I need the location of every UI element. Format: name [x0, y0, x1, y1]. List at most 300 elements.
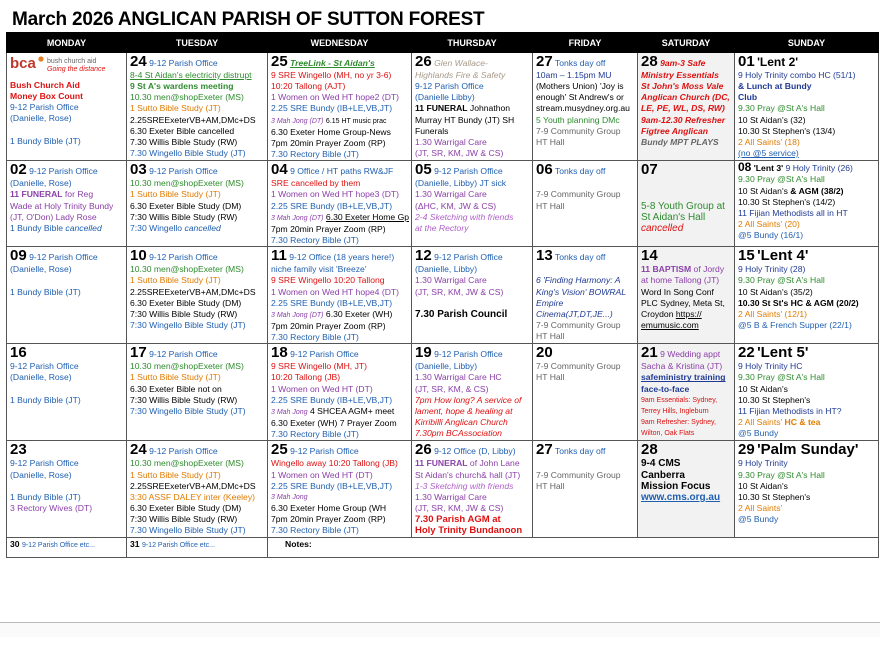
event: 6.30 Exeter Bible not on: [130, 383, 222, 394]
event: Tonks day off: [554, 166, 606, 177]
date-number: 26: [415, 442, 432, 459]
event: 'Lent 5': [757, 345, 809, 362]
event: Tonks day off: [554, 446, 606, 457]
spacer: [10, 481, 124, 492]
event: 9.30 Pray @St A's Hall: [738, 174, 825, 185]
event: Sacha & Kristina (JT): [641, 361, 723, 372]
event: 9 SRE Wingello 10:20 Tallong: [271, 275, 385, 286]
event: @5 Bundy (16/1): [738, 230, 804, 241]
link[interactable]: emumusic.com: [641, 319, 699, 330]
spacer: [536, 264, 635, 275]
event: 11 FUNERAL: [415, 103, 468, 114]
event: at the Rectory: [415, 222, 469, 233]
event: 7:30 Wingello Bible Study (JT): [130, 319, 246, 330]
event: 7 Prayer Zoom: [339, 418, 397, 429]
event: 7.30 Rectory Bible (JT): [271, 149, 359, 160]
week-row-1: [7, 53, 879, 161]
event: 2 All Saints': [738, 417, 783, 428]
event: 7:30 Willis Bible Study (RW): [130, 308, 238, 319]
date-number: 27: [536, 54, 553, 70]
event: 7.30 Willis Bible Study (RW): [130, 136, 238, 147]
day-cell[interactable]: [735, 161, 879, 247]
date-number: 20: [536, 345, 553, 362]
spacer: [10, 384, 124, 395]
event: 9-12 Office (18 years here!): [289, 252, 395, 263]
event: cancelled: [184, 222, 221, 233]
event: 2-4 Sketching with friends: [415, 211, 514, 222]
event: 5 Youth planning DMc: [536, 114, 620, 125]
event: 7pm 20min Prayer Zoom (RP): [271, 320, 386, 331]
event: 7.30 Wingello Bible Study (JT): [130, 148, 246, 159]
event: 7-9 Community Group: [536, 189, 621, 200]
event: (no @5 service): [738, 148, 799, 159]
event: LE, PE, WL, DS, RW): [641, 103, 725, 114]
event: lament, hope & healing at: [415, 405, 513, 416]
event: 6.30 Exeter Home Gp: [325, 211, 409, 222]
event: (JT, SR, KM, JW & CS): [415, 148, 504, 159]
event: cancelled: [641, 222, 684, 234]
event: SRE cancelled by them: [271, 178, 361, 189]
event: 7:30 Wingello: [130, 222, 183, 233]
header-saturday: SATURDAY: [638, 33, 735, 53]
day-cell[interactable]: [412, 161, 533, 247]
date-number: 25: [271, 442, 288, 459]
header-monday: MONDAY: [7, 33, 127, 53]
event: 9.30 Pray @St A's Hall: [738, 275, 825, 286]
event: 2.25SREExeterVB+AM,DMc+DS: [130, 114, 256, 125]
event: 2.25SREExeterVB+AM,DMc+DS: [130, 286, 256, 297]
event: 1 Sutto Bible Study (JT): [130, 189, 221, 200]
event: Murray HT Bundy (JT) SH: [415, 114, 515, 125]
event: 10 St Aidan's: [738, 480, 788, 491]
event: 11 FUNERAL: [10, 189, 63, 200]
bca-logo: [10, 54, 124, 76]
event: 9-12 Parish Office: [10, 102, 79, 113]
event: 9-4 CMS: [641, 458, 681, 470]
link[interactable]: www.cms.org.au: [641, 491, 721, 503]
day-cell[interactable]: [638, 441, 735, 538]
event: 7.30 Rectory Bible (JT): [271, 525, 359, 536]
event: 1.30 Warrigal Care: [415, 136, 487, 147]
day-cell[interactable]: [7, 161, 127, 247]
event: 9-12 Parish Office: [149, 166, 218, 177]
event: at home Tallong (JT): [641, 275, 720, 286]
day-cell[interactable]: [127, 53, 268, 161]
event: 6.30 Exeter (WH): [271, 418, 338, 429]
page-footer-bar: [0, 622, 880, 637]
event: 'Lent 3': [753, 163, 784, 174]
day-cell[interactable]: [268, 441, 412, 538]
event: 9 Holy Trinity HC: [738, 361, 803, 372]
event: 10.30 St Stephen's: [738, 491, 811, 502]
event: Kirribilli Anglican Church: [415, 417, 508, 428]
event: 7.30 Rectory Bible (JT): [271, 235, 359, 246]
date-number: 08: [738, 162, 752, 175]
event: HC & tea: [784, 417, 821, 428]
date-number: 25: [271, 54, 288, 70]
event: 3 Mah Jong: [271, 493, 308, 501]
event: 3 Mah Jong (DT): [271, 117, 324, 125]
event: Bundy MPT PLAYS: [641, 136, 719, 147]
event: 9 St A's wardens meeting: [130, 81, 234, 92]
event: 10.30 men@shopExeter (MS): [130, 361, 244, 372]
event: 10.30 men@shopExeter (MS): [130, 458, 244, 469]
event: 1 Bundy Bible (JT): [10, 394, 81, 405]
spacer: [536, 458, 635, 469]
event: 5-8 Youth Group at: [641, 200, 725, 212]
event: 9-12 Parish Office: [290, 446, 359, 457]
logo-tagline: Going the distance: [47, 66, 106, 73]
day-cell[interactable]: [638, 344, 735, 441]
event: 9-12 Parish Office: [29, 166, 98, 177]
header-tuesday: TUESDAY: [127, 33, 268, 53]
event: 9-12 Parish Office: [10, 458, 79, 469]
day-cell[interactable]: [412, 441, 533, 538]
event: 1 Bundy Bible: [10, 222, 64, 233]
event: Club: [738, 92, 758, 103]
event: 9-12 Office (D, Libby): [434, 446, 516, 457]
spacer: [10, 125, 124, 136]
date-number: 05: [415, 162, 432, 179]
event: 10 St Aidan's: [738, 185, 788, 196]
event: St Aidan's Hall: [641, 211, 706, 223]
event: & AGM (38/2): [790, 185, 844, 196]
event: enough' St Andrew's or: [536, 92, 624, 103]
header-wednesday: WEDNESDAY: [268, 33, 412, 53]
date-number: 06: [536, 162, 553, 179]
event: 9.30 Pray @St A's Hall: [738, 103, 825, 114]
day-cell[interactable]: [638, 161, 735, 247]
event: (JT, O'Don) Lady Rose: [10, 211, 97, 222]
day-cell[interactable]: [7, 344, 127, 441]
event: 7pm 20min Prayer Zoom (RP): [271, 137, 386, 148]
event: 6.30 Exeter Bible Study (DM): [130, 200, 242, 211]
event: 9 Holy Trinity combo HC (51/1): [738, 70, 856, 80]
event: 9-12 Parish Office: [149, 349, 218, 360]
event: 3 Mah Jong (DT): [271, 214, 324, 222]
event: (Danielle, Rose): [10, 372, 72, 383]
event: 7-9 Community Group: [536, 361, 621, 372]
event: 7-9 Community Group: [536, 319, 621, 330]
date-number: 07: [641, 162, 658, 179]
event: 1 Sutto Bible Study (JT): [130, 103, 221, 114]
week-row-2: [7, 161, 879, 247]
event: 3 Mah Jong (DT): [271, 311, 324, 319]
day-cell[interactable]: [533, 53, 638, 161]
event: 11 Fijian Methodists all in HT: [738, 207, 848, 218]
event: 9 Wedding appt: [660, 349, 721, 360]
event: 6.30 Exeter Bible Study (DM): [130, 297, 242, 308]
date-number: 04: [271, 162, 288, 179]
event: 9-12 Parish Office: [415, 81, 484, 92]
event: 10 St Aidan's (32): [738, 114, 806, 125]
day-cell[interactable]: [638, 247, 735, 344]
event: 9-12 Parish Office: [149, 252, 218, 263]
event: stream.musydney.org.au: [536, 103, 630, 114]
day-cell[interactable]: [533, 441, 638, 538]
event: of Jordy: [693, 264, 725, 275]
event: 10:20 Tallong (JB): [271, 372, 341, 383]
event: 9 Holy Trinity (26): [785, 163, 853, 174]
day-cell[interactable]: [533, 247, 638, 344]
event: 6.15 HT music prac: [325, 117, 387, 125]
link[interactable]: https://: [675, 308, 702, 319]
week-row-5: [7, 441, 879, 538]
event: 6.30 Exeter (WH): [325, 308, 393, 319]
event: 1.30 Warrigal Care: [415, 275, 487, 286]
date-number: 11: [271, 248, 287, 265]
event: 9-12 Parish Office: [149, 58, 218, 68]
event: 6.30 Exeter Bible cancelled: [130, 125, 235, 136]
event: HT Hall: [536, 200, 565, 211]
event: 2 All Saints': [738, 503, 783, 513]
day-cell[interactable]: [735, 344, 879, 441]
event: 3 Rectory Wives (DT): [10, 503, 93, 513]
date-number: 27: [536, 442, 553, 459]
event: Ministry Essentials: [641, 70, 719, 80]
day-cell[interactable]: [412, 53, 533, 161]
day-cell[interactable]: [7, 538, 127, 558]
day-cell[interactable]: [638, 53, 735, 161]
event: 9am-3 Safe: [660, 58, 706, 68]
date-number: 17: [130, 345, 147, 362]
event: PLC Sydney, Meta St,: [641, 297, 725, 308]
event: 7.30 Parish AGM at: [415, 514, 501, 526]
event: 1 Sutto Bible Study (JT): [130, 372, 221, 383]
event: @5 B & French Supper (22/1): [738, 319, 852, 330]
event: Holy Trinity Bundanoon: [415, 525, 523, 537]
event: 6.30 Exeter Home Group-News: [271, 126, 391, 137]
event: 2.25 SRE Bundy (IB+LE,VB,JT): [271, 480, 393, 491]
event: of John Lane: [469, 458, 520, 469]
day-cell[interactable]: [533, 344, 638, 441]
event: 9-12 Parish Office etc...: [21, 542, 95, 550]
date-number: 15: [738, 248, 755, 265]
event: (JT, SR, KM, JW & CS): [415, 286, 504, 297]
event: 7pm How long? A service of: [415, 394, 522, 405]
event: 9-12 Parish Office: [29, 252, 98, 263]
event: 9-12 Parish Office: [290, 349, 359, 360]
event: (Danielle, Libby): [415, 361, 478, 372]
event: 10.30 men@shopExeter (MS): [130, 92, 244, 103]
event: 9 Holy Trinity: [738, 458, 788, 469]
event: 7pm 20min Prayer Zoom (RP): [271, 514, 386, 525]
header-thursday: THURSDAY: [412, 33, 533, 53]
event: Wilton, Oak Flats: [641, 430, 695, 438]
event: 9-12 Parish Office: [149, 446, 218, 457]
date-number: 24: [130, 54, 147, 70]
week-row-4: [7, 344, 879, 441]
logo-subtitle: bush church aid: [47, 58, 97, 65]
event: Terrey Hills, Ingleburn: [641, 407, 709, 415]
event: for Reg: [64, 189, 94, 200]
day-cell[interactable]: [268, 247, 412, 344]
event: (Mothers Union) 'Joy is: [536, 81, 624, 92]
day-cell[interactable]: [268, 53, 412, 161]
event: Canberra: [641, 469, 685, 481]
event: niche family visit 'Breeze': [271, 264, 367, 275]
event: 10 St Aidan's: [738, 383, 788, 394]
event: cancelled: [65, 222, 102, 233]
event: 7.30 Rectory Bible (JT): [271, 429, 359, 440]
event: (Danielle, Rose): [10, 113, 72, 124]
event: (JT, SR, KM, & CS): [415, 383, 489, 394]
event: Wade at Holy Trinity Bundy: [10, 200, 114, 211]
event: 2.25 SRE Bundy (IB+LE,VB,JT): [271, 103, 393, 114]
event: 9-12 Parish Office: [10, 361, 79, 372]
date-number: 26: [415, 54, 432, 70]
event: Figtree Anglican: [641, 125, 709, 136]
header-friday: FRIDAY: [533, 33, 638, 53]
event: Funerals: [415, 125, 449, 136]
event: 10.30 men@shopExeter (MS): [130, 178, 244, 189]
page-title: March 2026 ANGLICAN PARISH OF SUTTON FOREST: [12, 9, 485, 30]
date-number: 14: [641, 248, 658, 265]
day-cell[interactable]: [127, 441, 268, 538]
event: Word In Song Conf: [641, 286, 714, 297]
event: safeministry training: [641, 372, 726, 383]
day-cell[interactable]: [735, 53, 879, 161]
event: King's Vision' BOWRAL: [536, 286, 627, 297]
event: 1.30 Warrigal Care HC: [415, 372, 502, 383]
day-cell[interactable]: [127, 247, 268, 344]
day-cell[interactable]: [127, 161, 268, 247]
event: HT Hall: [536, 331, 565, 342]
date-number: 30: [10, 539, 20, 550]
event: 7pm 20min Prayer Zoom (RP): [271, 223, 386, 234]
event: 7:30 Willis Bible Study (RW): [130, 211, 238, 222]
date-number: 23: [10, 442, 27, 459]
weekday-header-row: [7, 33, 879, 53]
event: 7.30 Rectory Bible (JT): [271, 332, 359, 343]
event: 10 St Aidan's (35/2): [738, 286, 813, 297]
svg-text:bca: bca: [10, 55, 36, 72]
day-cell[interactable]: [7, 53, 127, 161]
event: (Danielle Libby): [415, 92, 475, 103]
event: 1 Women on Wed HT (DT): [271, 383, 373, 394]
day-cell[interactable]: [127, 344, 268, 441]
event: 1 Bundy Bible (JT): [10, 491, 81, 502]
event: 1-3 Sketching with friends: [415, 480, 514, 491]
event: Money Box Count: [10, 91, 84, 102]
event: Glen Wallace-: [434, 58, 488, 68]
event: 10:20 Tallong (AJT): [271, 81, 346, 92]
event: Empire: [536, 297, 564, 308]
event: 9 SRE Wingello (MH, no yr 3-6): [271, 70, 392, 80]
date-number: 02: [10, 162, 27, 179]
event: (Danielle, Libby): [415, 264, 478, 275]
day-cell[interactable]: [7, 441, 127, 538]
day-cell[interactable]: [268, 161, 412, 247]
event: 1 Women on Wed HT hope2 (DT): [271, 92, 400, 103]
event: 'Lent 2': [757, 55, 799, 69]
date-number: 10: [130, 248, 147, 265]
event: 3 Mah Jong: [271, 408, 308, 416]
header-sunday: SUNDAY: [735, 33, 879, 53]
event: 9-12 Parish Office: [434, 349, 503, 360]
event: 9.30 Pray @St A's Hall: [738, 469, 825, 480]
event: 4 SHCEA AGM+ meet: [309, 405, 395, 416]
event: 1 Women on Wed HT hope3 (DT): [271, 189, 400, 200]
event: 7:30 Willis Bible Study (RW): [130, 394, 238, 405]
event: 9am Refresher: Sydney,: [641, 419, 716, 427]
event: 7-9 Community Group: [536, 125, 621, 136]
event: 2.25SREExeterVB+AM,DMc+DS: [130, 480, 256, 491]
date-number: 12: [415, 248, 432, 265]
day-cell[interactable]: [7, 247, 127, 344]
event: 1 Women on Wed HT hope4 (DT): [271, 286, 400, 297]
event: 6.30 Exeter Bible Study (DM): [130, 503, 242, 513]
event: (JT, SR, KM, JW & CS): [415, 503, 504, 513]
event: 1.30 Warrigal Care: [415, 491, 487, 502]
event: 11 Fijian Methodists in HT?: [738, 405, 842, 416]
day-cell[interactable]: [533, 161, 638, 247]
event: face-to-face: [641, 383, 690, 394]
date-number: 16: [10, 345, 27, 362]
event: 7:30 Wingello Bible Study (JT): [130, 405, 246, 416]
date-number: 03: [130, 162, 147, 179]
event: 9 Holy Trinity (28): [738, 264, 806, 275]
day-cell[interactable]: [268, 344, 412, 441]
event: Highlands Fire & Safety: [415, 70, 506, 80]
event: St Aidan's church& hall (JT): [415, 469, 521, 480]
event: 9.30 Pray @St A's Hall: [738, 372, 825, 383]
event: 9 SRE Wingello (MH, JT): [271, 361, 367, 372]
date-number: 09: [10, 248, 27, 265]
notes-cell[interactable]: [268, 538, 879, 558]
event: Johnathon: [469, 103, 511, 114]
event: 9am-12.30 Refresher: [641, 114, 726, 125]
date-number: 24: [130, 442, 147, 459]
event: Tonks day off: [554, 58, 606, 68]
day-cell[interactable]: [412, 247, 533, 344]
date-number: 01: [738, 54, 755, 70]
event: 2 All Saints' (20): [738, 219, 800, 230]
event: 9-12 Parish Office: [434, 252, 503, 263]
spacer: [536, 178, 635, 189]
event: St John's Moss Vale: [641, 81, 724, 92]
event: 10.30 St Stephen's (13/4): [738, 125, 836, 136]
spacer: [10, 275, 124, 286]
event: (Danielle, Rose): [10, 178, 72, 189]
notes-label: Notes:: [285, 539, 312, 550]
event: 7.30pm BCAssociation: [415, 428, 502, 439]
event: (ΔHC, KM, JW & CS): [415, 200, 497, 211]
event: (Danielle, Rose): [10, 264, 72, 275]
date-number: 28: [641, 442, 658, 459]
event: HT Hall: [536, 372, 565, 383]
event: 2 All Saints' (18): [738, 136, 800, 147]
event: 'Palm Sunday': [757, 442, 859, 459]
date-number: 22: [738, 345, 755, 362]
event: & Lunch at Bundy: [738, 81, 812, 92]
date-number: 28: [641, 54, 658, 70]
week-row-6: [7, 538, 879, 558]
event: 10am – 1.15pm MU: [536, 70, 612, 80]
event: TreeLink - St Aidan's: [290, 58, 375, 68]
day-cell[interactable]: [735, 441, 879, 538]
event: 2.25 SRE Bundy (IB+LE,VB,JT): [271, 297, 393, 308]
event: @5 Bundy: [738, 514, 779, 525]
event: 10.30 St Stephen's (14/2): [738, 196, 836, 207]
event: 9am Essentials: Sydney,: [641, 396, 718, 404]
day-cell[interactable]: [735, 247, 879, 344]
bca-logo-icon: [10, 54, 44, 76]
event: 6.30 Exeter Home Group (WH: [271, 503, 387, 513]
date-number: 31: [130, 539, 140, 550]
day-cell[interactable]: [127, 538, 268, 558]
day-cell[interactable]: [412, 344, 533, 441]
